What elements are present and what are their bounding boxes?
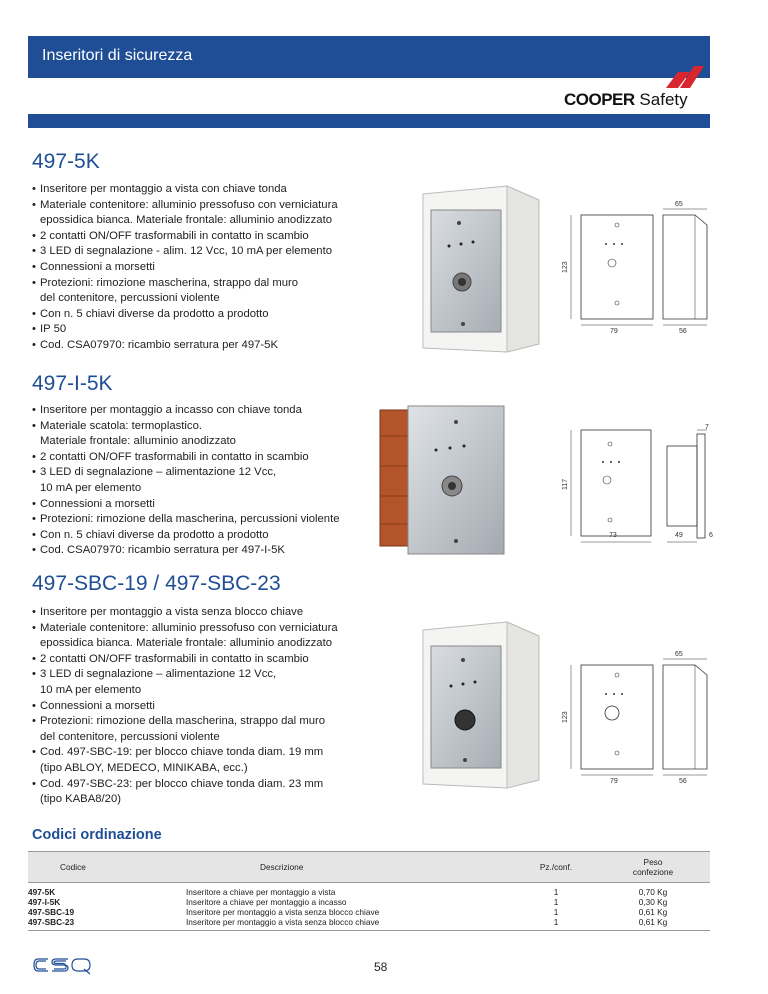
- dim-depth-right: 6: [709, 532, 713, 539]
- bullet: • Protezioni: rimozione della mascherina, strappo dal muro del contenitore, percussioni violente: [32, 714, 362, 745]
- product-title-497-sbc: 497-SBC-19 / 497-SBC-23: [32, 572, 281, 595]
- page-number: 58: [374, 960, 388, 974]
- dim-width: 79: [610, 778, 618, 785]
- product-photo-497-sbc: [405, 620, 541, 790]
- ordering-table: [28, 851, 710, 931]
- bullet: • Cod. 497-SBC-19: per blocco chiave tonda diam. 19 mm (tipo ABLOY, MEDECO, MINIKABA, ecc.): [32, 745, 362, 776]
- dim-height: 123: [562, 711, 569, 723]
- cell-description: Inseritore a chiave per montaggio a vista: [186, 887, 336, 897]
- table-row: [28, 883, 710, 898]
- bullet: • Materiale scatola: termoplastico. Materiale frontale: alluminio anodizzato: [32, 419, 362, 450]
- column-header-description: Descrizione: [186, 852, 486, 883]
- cell-description: Inseritore per montaggio a vista senza blocco chiave: [186, 907, 380, 917]
- bullet: • Inseritore per montaggio a incasso con chiave tonda: [32, 403, 362, 419]
- bullet: • Inseritore per montaggio a vista senza blocco chiave: [32, 605, 362, 621]
- dimension-drawing-497-5k: [555, 195, 720, 335]
- bullet: • Connessioni a morsetti: [32, 260, 362, 276]
- bullet: • Con n. 5 chiavi diverse da prodotto a prodotto: [32, 307, 362, 323]
- cell-code: 497-I-5K: [28, 897, 61, 907]
- bullet: • Cod. 497-SBC-23: per blocco chiave tonda diam. 23 mm (tipo KABA8/20): [32, 777, 362, 808]
- cell-code: 497-SBC-23: [28, 917, 186, 931]
- dim-depth-top: 65: [675, 651, 683, 658]
- bullet: • Cod. CSA07970: ricambio serratura per 497-I-5K: [32, 543, 362, 559]
- bullet: • Materiale contenitore: alluminio pressofuso con verniciatura epossidica bianca. Materiale frontale: alluminio anodizzato: [32, 198, 362, 229]
- dim-depth-top: 65: [675, 201, 683, 208]
- csq-logo-icon: [32, 955, 92, 975]
- bullet: • Protezioni: rimozione mascherina, strappo dal muro del contenitore, percussioni violente: [32, 276, 362, 307]
- cell-pieces: 1: [486, 917, 596, 931]
- product-photo-497-i-5k: [378, 406, 518, 556]
- table-row: [28, 907, 710, 917]
- product-title-497-i-5k: 497-I-5K: [32, 372, 113, 395]
- dim-depth: 56: [679, 328, 687, 335]
- bullet: • 2 contatti ON/OFF trasformabili in contatto in scambio: [32, 652, 362, 668]
- dimension-drawing-497-sbc: [555, 645, 720, 785]
- sub-band: [28, 114, 710, 128]
- table-row: [28, 897, 710, 907]
- bullet: • 3 LED di segnalazione – alimentazione 12 Vcc, 10 mA per elemento: [32, 465, 362, 496]
- product-title-497-5k: 497-5K: [32, 150, 100, 173]
- bullet: • Connessioni a morsetti: [32, 497, 362, 513]
- column-header-code: Codice: [28, 852, 186, 883]
- bullet: • Cod. CSA07970: ricambio serratura per 497-5K: [32, 338, 362, 354]
- cell-weight: 0,61 Kg: [596, 917, 710, 931]
- product-photo-497-5k: [405, 184, 541, 356]
- dim-depth: 56: [679, 778, 687, 785]
- dimension-drawing-497-i-5k: [555, 420, 720, 550]
- bullet: • 2 contatti ON/OFF trasformabili in contatto in scambio: [32, 450, 362, 466]
- column-header-pieces: Pz./conf.: [486, 852, 596, 883]
- cell-description: Inseritore per montaggio a vista senza blocco chiave: [186, 917, 486, 931]
- cell-code: 497-SBC-19: [28, 907, 75, 917]
- cell-pieces: 1: [553, 897, 559, 907]
- cell-pieces: 1: [553, 907, 559, 917]
- bullet: • Connessioni a morsetti: [32, 699, 362, 715]
- dim-height: 123: [562, 261, 569, 273]
- page-title: Inseritori di sicurezza: [42, 47, 193, 64]
- bullet: • 3 LED di segnalazione – alimentazione 12 Vcc, 10 mA per elemento: [32, 667, 362, 698]
- bullet: • Materiale contenitore: alluminio pressofuso con verniciatura epossidica bianca. Materiale frontale: alluminio anodizzato: [32, 621, 362, 652]
- cell-description: Inseritore a chiave per montaggio a incasso: [186, 897, 347, 907]
- cell-weight: 0,70 Kg: [638, 887, 668, 897]
- dim-depth: 49: [675, 532, 683, 539]
- product-bullets-497-5k: [32, 182, 362, 354]
- table-header-row: [28, 852, 710, 883]
- bullet: • Con n. 5 chiavi diverse da prodotto a prodotto: [32, 528, 362, 544]
- bullet: • 2 contatti ON/OFF trasformabili in contatto in scambio: [32, 229, 362, 245]
- cooper-wedges-icon: [656, 66, 706, 88]
- column-header-weight: Peso confezione: [596, 852, 710, 883]
- bullet: • Protezioni: rimozione della mascherina, percussioni violente: [32, 512, 362, 528]
- ordering-title: Codici ordinazione: [32, 827, 162, 843]
- table-row: [28, 917, 710, 931]
- bullet: • IP 50: [32, 322, 362, 338]
- bullet: • Inseritore per montaggio a vista con chiave tonda: [32, 182, 362, 198]
- cell-weight: 0,30 Kg: [638, 897, 668, 907]
- product-bullets-497-i-5k: [32, 403, 362, 559]
- brand-name: COOPER Safety: [564, 90, 688, 109]
- bullet: • 3 LED di segnalazione - alim. 12 Vcc, 10 mA per elemento: [32, 244, 362, 260]
- dim-width: 79: [610, 328, 618, 335]
- product-bullets-497-sbc: [32, 605, 362, 808]
- dim-height: 117: [562, 478, 569, 490]
- cell-weight: 0,61 Kg: [638, 907, 668, 917]
- dim-width: 73: [609, 532, 617, 539]
- cell-pieces: 1: [553, 887, 559, 897]
- cell-code: 497-5K: [28, 887, 56, 897]
- brand-logo: [564, 66, 710, 110]
- dim-depth-top: 7: [705, 424, 709, 431]
